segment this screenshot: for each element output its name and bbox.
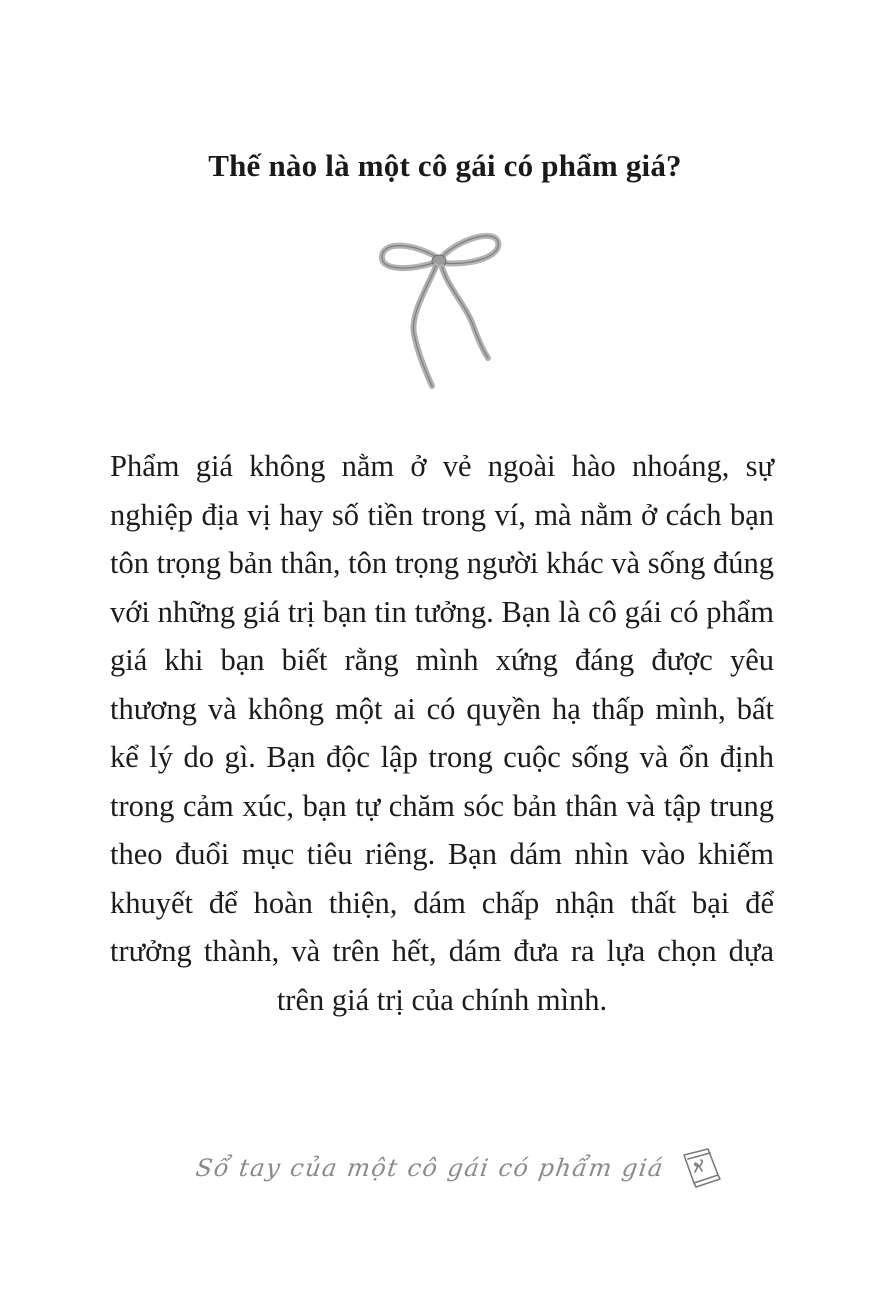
body-paragraph: Phẩm giá không nằm ở vẻ ngoài hào nhoáng, sự nghiệp địa vị hay số tiền trong ví, mà nằm ở cách bạn tôn trọng bản thân, tôn trọng người khác và sống đúng với những giá trị bạn tin tưởng. Bạn là cô gái có phẩm giá khi bạn biết rằng mình xứng đáng được yêu thương và không một ai có quyền hạ thấp mình, bất kể lý do gì. Bạn độc lập trong cuộc sống và ổn định trong cảm xúc, bạn tự chăm sóc bản thân và tập trung theo đuổi mục tiêu riêng. Bạn dám nhìn vào khiếm khuyết để hoàn thiện, dám chấp nhận thất bại để trưởng thành, và trên hết, dám đưa ra lựa chọn dựa trên giá trị của chính mình. <box>110 449 774 1017</box>
footer <box>196 1138 724 1198</box>
ribbon-bow-icon <box>376 226 506 391</box>
page-title: Thế nào là một cô gái có phẩm giá? <box>208 148 682 183</box>
notebook-icon <box>678 1145 724 1191</box>
footer-title: Sổ tay của một cô gái có phẩm giá <box>194 1154 666 1182</box>
